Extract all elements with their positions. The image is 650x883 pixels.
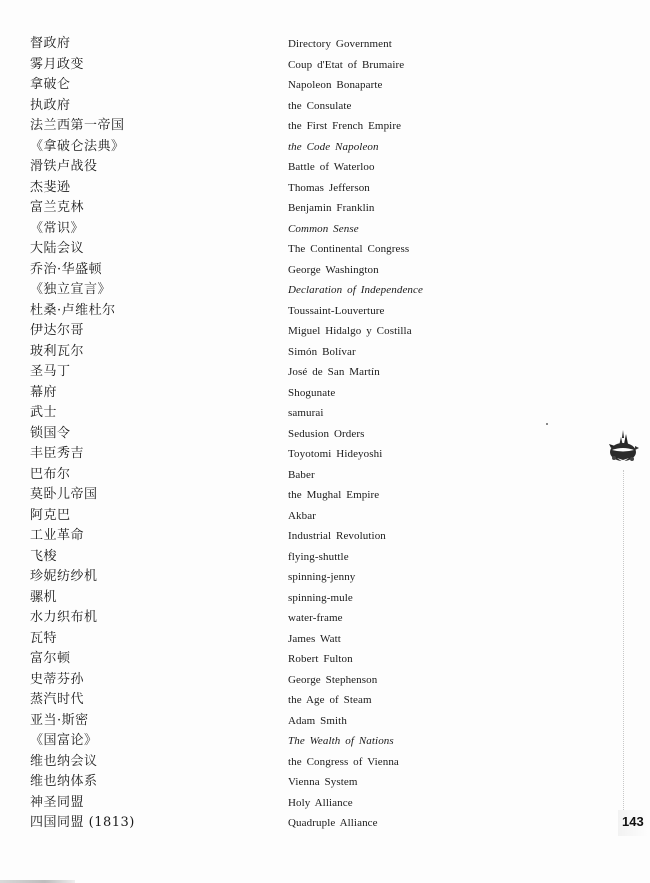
glossary-row bbox=[0, 260, 560, 281]
term-chinese: 骡机 bbox=[30, 589, 58, 605]
term-chinese: 执政府 bbox=[30, 97, 71, 113]
term-english: the First French Empire bbox=[288, 120, 402, 132]
glossary-row bbox=[0, 506, 560, 527]
term-english: water-frame bbox=[288, 612, 343, 624]
term-english: José de San Martín bbox=[288, 366, 380, 378]
term-english: Benjamin Franklin bbox=[288, 202, 375, 214]
glossary-row bbox=[0, 567, 560, 588]
term-chinese: 幕府 bbox=[30, 384, 58, 400]
term-chinese: 滑铁卢战役 bbox=[30, 159, 98, 174]
glossary-row bbox=[0, 34, 560, 55]
term-english: spinning-jenny bbox=[288, 571, 356, 583]
term-english: Vienna System bbox=[288, 776, 358, 788]
term-english: Declaration of Independence bbox=[288, 284, 423, 296]
term-english: George Washington bbox=[288, 263, 379, 276]
term-english: flying-shuttle bbox=[288, 550, 349, 563]
scan-speck bbox=[546, 423, 548, 425]
term-english: the Age of Steam bbox=[288, 694, 372, 706]
term-chinese: 《拿破仑法典》 bbox=[30, 138, 125, 154]
term-chinese: 武士 bbox=[30, 405, 58, 420]
term-chinese: 富尔顿 bbox=[30, 651, 71, 666]
term-english: Quadruple Alliance bbox=[288, 817, 378, 829]
glossary-row bbox=[0, 239, 560, 260]
glossary-row bbox=[0, 96, 560, 117]
term-chinese: 维也纳会议 bbox=[30, 753, 98, 769]
term-english: Industrial Revolution bbox=[288, 530, 386, 542]
glossary-row bbox=[0, 793, 560, 814]
term-chinese: 亚当·斯密 bbox=[30, 712, 89, 728]
term-chinese: 乔治·华盛顿 bbox=[30, 261, 103, 277]
term-chinese: 法兰西第一帝国 bbox=[30, 118, 125, 133]
glossary-row bbox=[0, 690, 560, 711]
glossary-row bbox=[0, 178, 560, 199]
term-chinese: 水力织布机 bbox=[30, 610, 98, 625]
term-chinese: 莫卧儿帝国 bbox=[30, 487, 98, 502]
term-chinese: 锁国令 bbox=[30, 425, 71, 441]
term-english: Robert Fulton bbox=[288, 653, 353, 665]
glossary-row bbox=[0, 526, 560, 547]
glossary-row bbox=[0, 198, 560, 219]
glossary-row bbox=[0, 280, 560, 301]
term-english: George Stephenson bbox=[288, 673, 378, 686]
term-english: Directory Government bbox=[288, 38, 392, 50]
term-chinese: 圣马丁 bbox=[30, 364, 71, 379]
glossary-row bbox=[0, 137, 560, 158]
term-chinese: 富兰克林 bbox=[30, 200, 85, 215]
glossary-row bbox=[0, 219, 560, 240]
term-chinese: 史蒂芬孙 bbox=[30, 671, 85, 687]
term-english: Toyotomi Hideyoshi bbox=[288, 448, 383, 460]
glossary-list bbox=[0, 34, 560, 834]
term-chinese: 珍妮纺纱机 bbox=[30, 569, 98, 584]
term-chinese: 工业革命 bbox=[30, 528, 85, 543]
glossary-row bbox=[0, 362, 560, 383]
term-chinese: 四国同盟 (1813) bbox=[30, 815, 135, 830]
term-english: The Wealth of Nations bbox=[288, 735, 394, 747]
glossary-row bbox=[0, 301, 560, 322]
glossary-row bbox=[0, 752, 560, 773]
glossary-row bbox=[0, 485, 560, 506]
term-chinese: 巴布尔 bbox=[30, 466, 71, 482]
term-english: Common Sense bbox=[288, 222, 359, 235]
glossary-row bbox=[0, 649, 560, 670]
glossary-row bbox=[0, 403, 560, 424]
glossary-row bbox=[0, 321, 560, 342]
term-english: Holy Alliance bbox=[288, 796, 353, 809]
term-english: Sedusion Orders bbox=[288, 427, 365, 440]
term-chinese: 瓦特 bbox=[30, 630, 58, 646]
term-english: samurai bbox=[288, 407, 324, 419]
term-english: Adam Smith bbox=[288, 714, 347, 727]
glossary-row bbox=[0, 588, 560, 609]
term-english: Napoleon Bonaparte bbox=[288, 79, 383, 91]
glossary-row bbox=[0, 157, 560, 178]
term-chinese: 《国富论》 bbox=[30, 733, 98, 748]
term-english: the Mughal Empire bbox=[288, 489, 380, 501]
glossary-row bbox=[0, 75, 560, 96]
term-chinese: 神圣同盟 bbox=[30, 794, 85, 810]
glossary-row bbox=[0, 342, 560, 363]
glossary-row bbox=[0, 444, 560, 465]
term-english: Akbar bbox=[288, 509, 316, 522]
term-english: Coup d'Etat of Brumaire bbox=[288, 58, 405, 71]
term-chinese: 阿克巴 bbox=[30, 507, 71, 523]
term-english: James Watt bbox=[288, 632, 341, 645]
glossary-row bbox=[0, 547, 560, 568]
term-chinese: 飞梭 bbox=[30, 548, 58, 564]
glossary-row bbox=[0, 711, 560, 732]
term-chinese: 玻利瓦尔 bbox=[30, 343, 85, 359]
glossary-row bbox=[0, 55, 560, 76]
glossary-row bbox=[0, 116, 560, 137]
term-chinese: 伊达尔哥 bbox=[30, 323, 85, 338]
glossary-row bbox=[0, 813, 560, 834]
term-chinese: 督政府 bbox=[30, 36, 71, 51]
page-number: 143 bbox=[622, 814, 644, 829]
term-chinese: 雾月政变 bbox=[30, 56, 85, 72]
term-chinese: 大陆会议 bbox=[30, 241, 85, 256]
glossary-row bbox=[0, 731, 560, 752]
term-chinese: 杰斐逊 bbox=[30, 179, 71, 195]
term-chinese: 《独立宣言》 bbox=[30, 282, 112, 297]
term-english: Shogunate bbox=[288, 386, 336, 399]
term-english: The Continental Congress bbox=[288, 243, 410, 255]
glossary-row bbox=[0, 465, 560, 486]
margin-dotted-rule bbox=[623, 470, 624, 810]
term-chinese: 蒸汽时代 bbox=[30, 692, 85, 707]
glossary-row bbox=[0, 424, 560, 445]
term-english: Thomas Jefferson bbox=[288, 181, 370, 194]
term-chinese: 维也纳体系 bbox=[30, 774, 98, 789]
glossary-row bbox=[0, 608, 560, 629]
term-english: Toussaint-Louverture bbox=[288, 304, 385, 317]
term-english: Baber bbox=[288, 468, 315, 481]
term-english: the Code Napoleon bbox=[288, 140, 379, 153]
term-chinese: 拿破仑 bbox=[30, 77, 71, 92]
term-chinese: 杜桑·卢维杜尔 bbox=[30, 302, 116, 318]
glossary-row bbox=[0, 383, 560, 404]
term-english: the Consulate bbox=[288, 99, 352, 112]
term-english: Simón Bolívar bbox=[288, 345, 356, 358]
term-chinese: 《常识》 bbox=[30, 220, 85, 236]
term-chinese: 丰臣秀吉 bbox=[30, 446, 85, 461]
glossary-row bbox=[0, 629, 560, 650]
term-english: the Congress of Vienna bbox=[288, 755, 399, 768]
glossary-row bbox=[0, 772, 560, 793]
term-english: Miguel Hidalgo y Costilla bbox=[288, 325, 412, 337]
glossary-row bbox=[0, 670, 560, 691]
term-english: Battle of Waterloo bbox=[288, 161, 375, 173]
term-english: spinning-mule bbox=[288, 591, 353, 604]
pagoda-island-ornament-icon bbox=[605, 428, 641, 468]
